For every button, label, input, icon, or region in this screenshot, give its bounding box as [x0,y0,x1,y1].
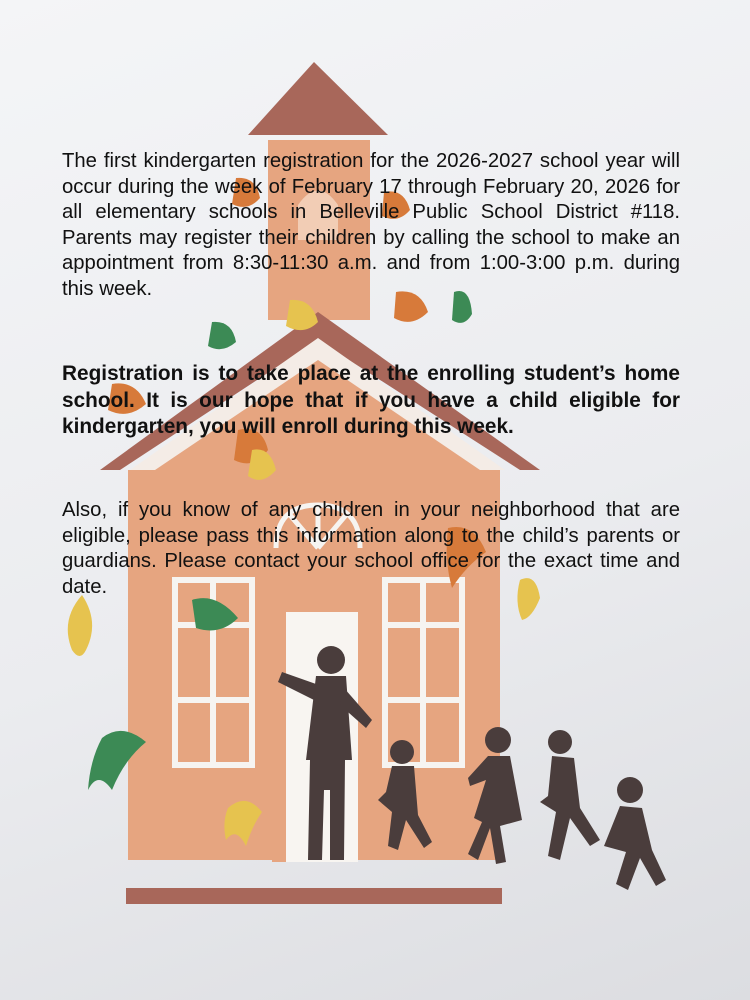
autumn-leaf-icon [208,322,236,349]
ground-bar [126,888,502,904]
pass-information-paragraph: Also, if you know of any children in your neighborhood that are eligible, please pass this information along to the child’s parents or guardians. Please contact your school office for the exact time and date. [62,499,680,598]
door-panel [272,612,286,862]
child-4 [604,777,666,890]
child-3 [540,730,600,860]
tower-roof [248,62,388,135]
autumn-leaf-icon [68,595,92,656]
home-school-paragraph: Registration is to take place at the enrolling student’s home school. It is our hope that if you have a child eligible for kindergarten, you will enroll during this week. [62,362,680,438]
registration-dates-paragraph: The first kindergarten registration for the 2026-2027 school year will occur during the week of February 17 through February 20, 2026 for all elementary schools in Belleville Public School District #118. Parents may register their children by calling the school to make an appointment from 8:30-11:30 a.m. and from 1:00-3:00 p.m. during this week. [62,150,680,300]
